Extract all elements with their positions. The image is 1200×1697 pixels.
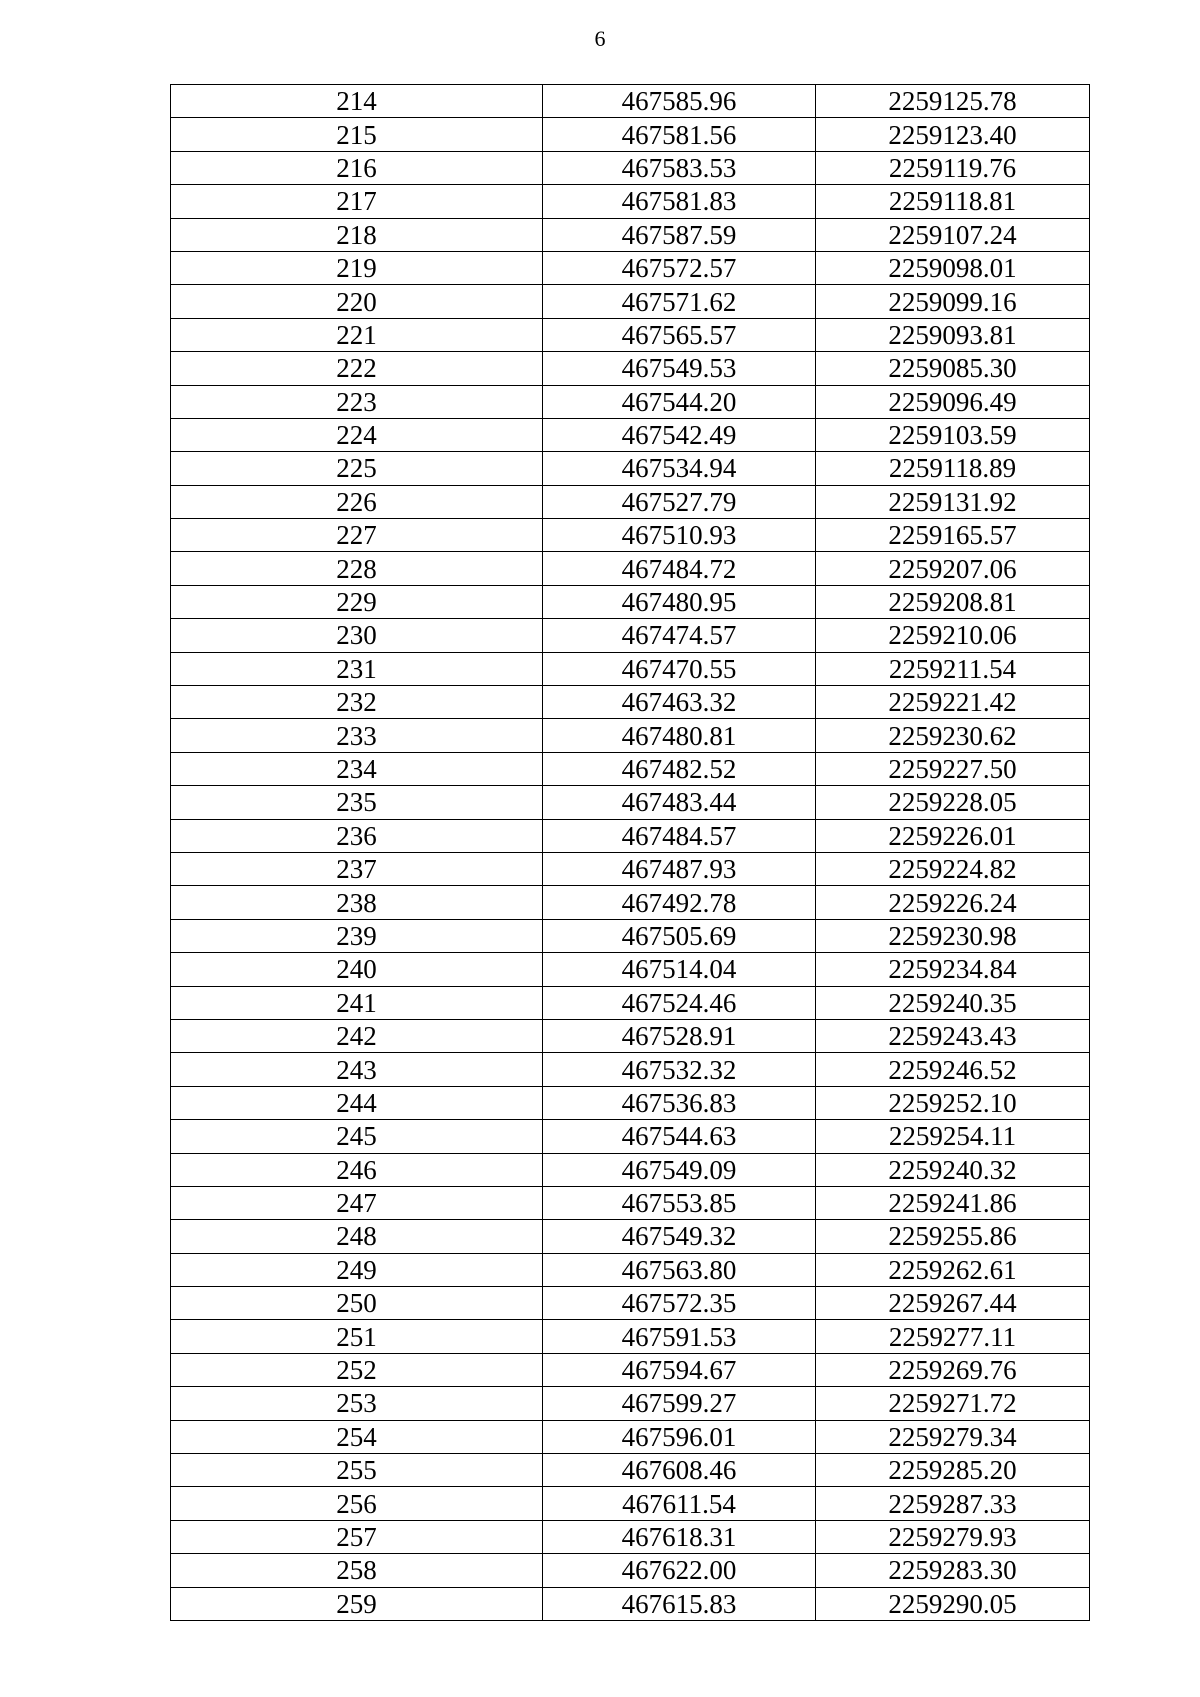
table-row — [171, 1287, 1090, 1320]
table-row — [171, 686, 1090, 719]
table-row — [171, 385, 1090, 418]
table-row — [171, 151, 1090, 184]
x-coordinate-cell: 467483.44 — [543, 786, 816, 819]
y-coordinate-cell: 2259098.01 — [816, 251, 1090, 284]
y-coordinate-cell: 2259224.82 — [816, 852, 1090, 885]
table-row — [171, 1320, 1090, 1353]
y-coordinate-cell: 2259119.76 — [816, 151, 1090, 184]
y-coordinate-cell: 2259210.06 — [816, 619, 1090, 652]
point-number-cell: 247 — [171, 1186, 543, 1219]
x-coordinate-cell: 467565.57 — [543, 318, 816, 351]
point-number-cell: 221 — [171, 318, 543, 351]
point-number-cell: 220 — [171, 285, 543, 318]
table-row — [171, 652, 1090, 685]
x-coordinate-cell: 467528.91 — [543, 1019, 816, 1052]
point-number-cell: 214 — [171, 85, 543, 118]
y-coordinate-cell: 2259255.86 — [816, 1220, 1090, 1253]
point-number-cell: 223 — [171, 385, 543, 418]
table-row — [171, 819, 1090, 852]
y-coordinate-cell: 2259099.16 — [816, 285, 1090, 318]
y-coordinate-cell: 2259226.01 — [816, 819, 1090, 852]
point-number-cell: 236 — [171, 819, 543, 852]
point-number-cell: 230 — [171, 619, 543, 652]
point-number-cell: 235 — [171, 786, 543, 819]
y-coordinate-cell: 2259118.89 — [816, 452, 1090, 485]
x-coordinate-cell: 467510.93 — [543, 519, 816, 552]
x-coordinate-cell: 467514.04 — [543, 953, 816, 986]
table-row — [171, 1420, 1090, 1453]
x-coordinate-cell: 467571.62 — [543, 285, 816, 318]
x-coordinate-cell: 467544.20 — [543, 385, 816, 418]
y-coordinate-cell: 2259285.20 — [816, 1454, 1090, 1487]
point-number-cell: 226 — [171, 485, 543, 518]
point-number-cell: 234 — [171, 752, 543, 785]
table-row — [171, 1253, 1090, 1286]
x-coordinate-cell: 467622.00 — [543, 1554, 816, 1587]
x-coordinate-cell: 467581.83 — [543, 185, 816, 218]
y-coordinate-cell: 2259211.54 — [816, 652, 1090, 685]
table-row — [171, 485, 1090, 518]
point-number-cell: 257 — [171, 1520, 543, 1553]
x-coordinate-cell: 467583.53 — [543, 151, 816, 184]
point-number-cell: 256 — [171, 1487, 543, 1520]
y-coordinate-cell: 2259283.30 — [816, 1554, 1090, 1587]
x-coordinate-cell: 467482.52 — [543, 752, 816, 785]
table-row — [171, 619, 1090, 652]
page-number: 6 — [594, 26, 606, 51]
table-row — [171, 786, 1090, 819]
point-number-cell: 252 — [171, 1353, 543, 1386]
table-row — [171, 1153, 1090, 1186]
x-coordinate-cell: 467599.27 — [543, 1387, 816, 1420]
x-coordinate-cell: 467505.69 — [543, 919, 816, 952]
y-coordinate-cell: 2259243.43 — [816, 1019, 1090, 1052]
table-row — [171, 185, 1090, 218]
y-coordinate-cell: 2259279.93 — [816, 1520, 1090, 1553]
point-number-cell: 244 — [171, 1086, 543, 1119]
x-coordinate-cell: 467572.35 — [543, 1287, 816, 1320]
table-row — [171, 1554, 1090, 1587]
table-row — [171, 85, 1090, 118]
x-coordinate-cell: 467585.96 — [543, 85, 816, 118]
point-number-cell: 219 — [171, 251, 543, 284]
point-number-cell: 237 — [171, 852, 543, 885]
y-coordinate-cell: 2259240.32 — [816, 1153, 1090, 1186]
y-coordinate-cell: 2259269.76 — [816, 1353, 1090, 1386]
point-number-cell: 222 — [171, 352, 543, 385]
y-coordinate-cell: 2259093.81 — [816, 318, 1090, 351]
table-row — [171, 552, 1090, 585]
table-row — [171, 1587, 1090, 1620]
y-coordinate-cell: 2259207.06 — [816, 552, 1090, 585]
point-number-cell: 215 — [171, 118, 543, 151]
x-coordinate-cell: 467608.46 — [543, 1454, 816, 1487]
point-number-cell: 242 — [171, 1019, 543, 1052]
point-number-cell: 249 — [171, 1253, 543, 1286]
table-row — [171, 1053, 1090, 1086]
y-coordinate-cell: 2259165.57 — [816, 519, 1090, 552]
table-row — [171, 852, 1090, 885]
table-row — [171, 886, 1090, 919]
y-coordinate-cell: 2259107.24 — [816, 218, 1090, 251]
point-number-cell: 224 — [171, 418, 543, 451]
table-row — [171, 1454, 1090, 1487]
point-number-cell: 250 — [171, 1287, 543, 1320]
table-row — [171, 318, 1090, 351]
y-coordinate-cell: 2259277.11 — [816, 1320, 1090, 1353]
point-number-cell: 248 — [171, 1220, 543, 1253]
point-number-cell: 255 — [171, 1454, 543, 1487]
point-number-cell: 217 — [171, 185, 543, 218]
point-number-cell: 218 — [171, 218, 543, 251]
y-coordinate-cell: 2259252.10 — [816, 1086, 1090, 1119]
y-coordinate-cell: 2259267.44 — [816, 1287, 1090, 1320]
point-number-cell: 233 — [171, 719, 543, 752]
x-coordinate-cell: 467544.63 — [543, 1120, 816, 1153]
table-row — [171, 919, 1090, 952]
y-coordinate-cell: 2259123.40 — [816, 118, 1090, 151]
x-coordinate-cell: 467581.56 — [543, 118, 816, 151]
y-coordinate-cell: 2259234.84 — [816, 953, 1090, 986]
x-coordinate-cell: 467480.95 — [543, 585, 816, 618]
table-row — [171, 752, 1090, 785]
x-coordinate-cell: 467536.83 — [543, 1086, 816, 1119]
x-coordinate-cell: 467618.31 — [543, 1520, 816, 1553]
x-coordinate-cell: 467591.53 — [543, 1320, 816, 1353]
x-coordinate-cell: 467549.09 — [543, 1153, 816, 1186]
x-coordinate-cell: 467549.53 — [543, 352, 816, 385]
x-coordinate-cell: 467542.49 — [543, 418, 816, 451]
point-number-cell: 258 — [171, 1554, 543, 1587]
x-coordinate-cell: 467563.80 — [543, 1253, 816, 1286]
point-number-cell: 253 — [171, 1387, 543, 1420]
table-row — [171, 1387, 1090, 1420]
y-coordinate-cell: 2259125.78 — [816, 85, 1090, 118]
x-coordinate-cell: 467470.55 — [543, 652, 816, 685]
table-row — [171, 585, 1090, 618]
x-coordinate-cell: 467484.57 — [543, 819, 816, 852]
y-coordinate-cell: 2259085.30 — [816, 352, 1090, 385]
y-coordinate-cell: 2259262.61 — [816, 1253, 1090, 1286]
table-row — [171, 1186, 1090, 1219]
y-coordinate-cell: 2259246.52 — [816, 1053, 1090, 1086]
table-row — [171, 1086, 1090, 1119]
table-row — [171, 1220, 1090, 1253]
y-coordinate-cell: 2259131.92 — [816, 485, 1090, 518]
x-coordinate-cell: 467594.67 — [543, 1353, 816, 1386]
x-coordinate-cell: 467480.81 — [543, 719, 816, 752]
x-coordinate-cell: 467596.01 — [543, 1420, 816, 1453]
table-row — [171, 352, 1090, 385]
table-row — [171, 118, 1090, 151]
x-coordinate-cell: 467487.93 — [543, 852, 816, 885]
point-number-cell: 246 — [171, 1153, 543, 1186]
point-number-cell: 243 — [171, 1053, 543, 1086]
y-coordinate-cell: 2259271.72 — [816, 1387, 1090, 1420]
point-number-cell: 231 — [171, 652, 543, 685]
point-number-cell: 227 — [171, 519, 543, 552]
point-number-cell: 232 — [171, 686, 543, 719]
x-coordinate-cell: 467524.46 — [543, 986, 816, 1019]
coordinates-table-body — [171, 85, 1090, 1621]
point-number-cell: 259 — [171, 1587, 543, 1620]
x-coordinate-cell: 467474.57 — [543, 619, 816, 652]
table-row — [171, 986, 1090, 1019]
point-number-cell: 245 — [171, 1120, 543, 1153]
x-coordinate-cell: 467587.59 — [543, 218, 816, 251]
table-row — [171, 1487, 1090, 1520]
table-row — [171, 719, 1090, 752]
table-row — [171, 1353, 1090, 1386]
point-number-cell: 238 — [171, 886, 543, 919]
point-number-cell: 229 — [171, 585, 543, 618]
x-coordinate-cell: 467484.72 — [543, 552, 816, 585]
table-row — [171, 519, 1090, 552]
point-number-cell: 251 — [171, 1320, 543, 1353]
point-number-cell: 254 — [171, 1420, 543, 1453]
point-number-cell: 240 — [171, 953, 543, 986]
point-number-cell: 241 — [171, 986, 543, 1019]
table-row — [171, 953, 1090, 986]
table-row — [171, 251, 1090, 284]
table-row — [171, 418, 1090, 451]
y-coordinate-cell: 2259103.59 — [816, 418, 1090, 451]
x-coordinate-cell: 467615.83 — [543, 1587, 816, 1620]
y-coordinate-cell: 2259208.81 — [816, 585, 1090, 618]
y-coordinate-cell: 2259254.11 — [816, 1120, 1090, 1153]
point-number-cell: 216 — [171, 151, 543, 184]
table-row — [171, 452, 1090, 485]
point-number-cell: 228 — [171, 552, 543, 585]
x-coordinate-cell: 467532.32 — [543, 1053, 816, 1086]
x-coordinate-cell: 467492.78 — [543, 886, 816, 919]
y-coordinate-cell: 2259230.62 — [816, 719, 1090, 752]
x-coordinate-cell: 467549.32 — [543, 1220, 816, 1253]
y-coordinate-cell: 2259230.98 — [816, 919, 1090, 952]
point-number-cell: 225 — [171, 452, 543, 485]
point-number-cell: 239 — [171, 919, 543, 952]
y-coordinate-cell: 2259228.05 — [816, 786, 1090, 819]
x-coordinate-cell: 467463.32 — [543, 686, 816, 719]
table-row — [171, 1520, 1090, 1553]
table-row — [171, 218, 1090, 251]
table-row — [171, 1120, 1090, 1153]
y-coordinate-cell: 2259227.50 — [816, 752, 1090, 785]
y-coordinate-cell: 2259240.35 — [816, 986, 1090, 1019]
y-coordinate-cell: 2259221.42 — [816, 686, 1090, 719]
y-coordinate-cell: 2259241.86 — [816, 1186, 1090, 1219]
x-coordinate-cell: 467527.79 — [543, 485, 816, 518]
x-coordinate-cell: 467534.94 — [543, 452, 816, 485]
y-coordinate-cell: 2259287.33 — [816, 1487, 1090, 1520]
table-row — [171, 1019, 1090, 1052]
x-coordinate-cell: 467611.54 — [543, 1487, 816, 1520]
y-coordinate-cell: 2259226.24 — [816, 886, 1090, 919]
y-coordinate-cell: 2259279.34 — [816, 1420, 1090, 1453]
table-row — [171, 285, 1090, 318]
x-coordinate-cell: 467572.57 — [543, 251, 816, 284]
x-coordinate-cell: 467553.85 — [543, 1186, 816, 1219]
y-coordinate-cell: 2259290.05 — [816, 1587, 1090, 1620]
y-coordinate-cell: 2259096.49 — [816, 385, 1090, 418]
coordinates-table — [170, 84, 1090, 1621]
y-coordinate-cell: 2259118.81 — [816, 185, 1090, 218]
